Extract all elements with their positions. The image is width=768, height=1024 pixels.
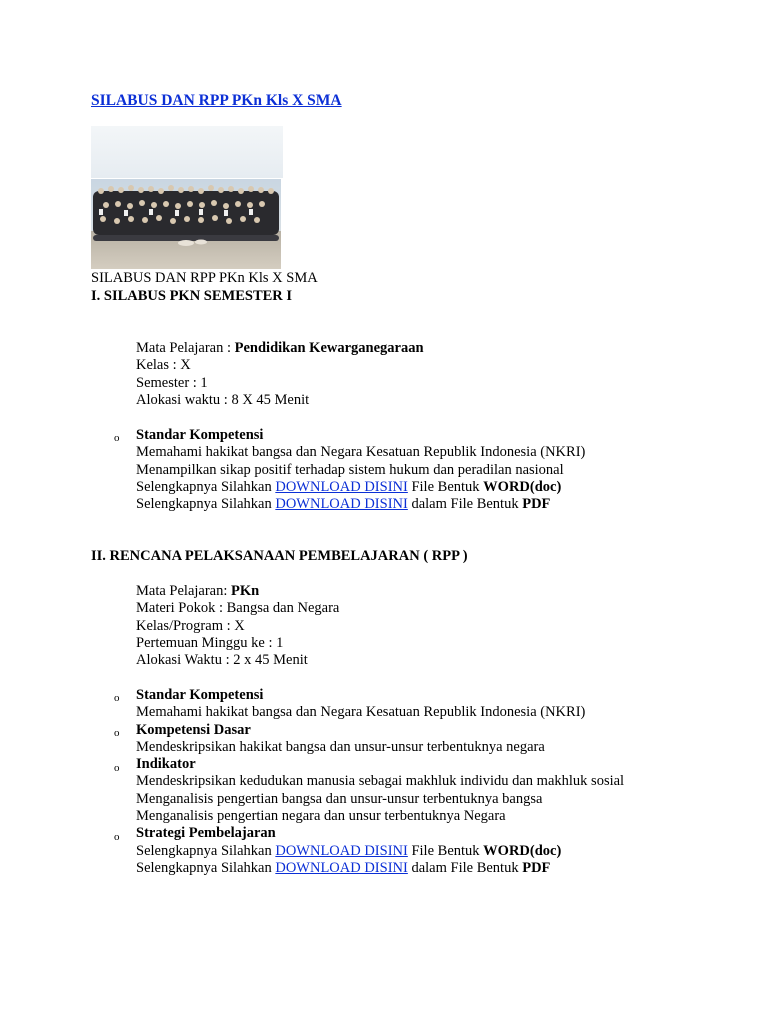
- download-mid: File Bentuk: [407, 842, 484, 859]
- photo-faded-top: [91, 126, 283, 178]
- rpp-kd-line: Mendeskripsikan hakikat bangsa dan unsur-unsur terbentuknya negara: [136, 738, 545, 755]
- download-format-word: WORD(doc): [483, 842, 562, 859]
- rpp-str-title-text: Strategi Pembelajaran: [136, 825, 276, 842]
- bullet-marker: o: [114, 762, 120, 774]
- bullet-marker: o: [114, 727, 120, 739]
- rpp-sk-title: [136, 687, 624, 704]
- download-pdf-link[interactable]: DOWNLOAD DISINI: [275, 496, 408, 513]
- rpp-ind-title-text: Indikator: [136, 756, 196, 773]
- title-link[interactable]: SILABUS DAN RPP PKn Kls X SMA: [91, 92, 342, 109]
- heading-rpp: II. RENCANA PELAKSANAAN PEMBELAJARAN ( RPP ): [91, 548, 468, 564]
- silabus-mapel-line: [136, 340, 424, 357]
- rpp-info: [136, 583, 339, 669]
- bullet-marker: o: [114, 831, 120, 843]
- bullet-marker: o: [114, 432, 120, 444]
- rpp-mapel-line: [136, 583, 339, 600]
- rpp-download-pdf-line: [136, 860, 624, 877]
- rpp-alokasi: Alokasi Waktu : 2 x 45 Menit: [136, 652, 308, 669]
- rpp-str-title: [136, 825, 624, 842]
- rpp-items: [136, 687, 624, 877]
- mapel-value: Pendidikan Kewarganegaraan: [234, 340, 424, 356]
- download-prefix: Selengkapnya Silahkan: [136, 478, 276, 495]
- group-photo: [91, 126, 283, 270]
- rpp-sk-title-text: Standar Kompetensi: [136, 687, 264, 703]
- rpp-ind-title: [136, 756, 624, 773]
- sk-line-2: Menampilkan sikap positif terhadap sistem hukum dan peradilan nasional: [136, 461, 564, 478]
- download-mid: dalam File Bentuk: [407, 496, 523, 513]
- download-mid: dalam File Bentuk: [407, 859, 523, 876]
- download-prefix: Selengkapnya Silahkan: [136, 859, 276, 876]
- rpp-ind-line-3: Menganalisis pengertian negara dan unsur terbentuknya Negara: [136, 808, 506, 825]
- download-prefix: Selengkapnya Silahkan: [136, 842, 276, 859]
- silabus-standar-kompetensi: [136, 427, 585, 513]
- bullet-marker: o: [114, 692, 120, 704]
- download-pdf-line: [136, 496, 585, 513]
- rpp-mapel-label: Mata Pelajaran:: [136, 583, 232, 599]
- sk-title: [136, 427, 585, 444]
- download-word-line: [136, 479, 585, 496]
- rpp-kelas: Kelas/Program : X: [136, 617, 245, 634]
- download-format-word: WORD(doc): [483, 478, 562, 495]
- silabus-alokasi: Alokasi waktu : 8 X 45 Menit: [136, 391, 310, 408]
- rpp-pertemuan: Pertemuan Minggu ke : 1: [136, 634, 284, 651]
- rpp-ind-line-2: Menganalisis pengertian bangsa dan unsur-unsur terbentuknya bangsa: [136, 790, 543, 807]
- silabus-info: [136, 340, 424, 409]
- heading-silabus-semester: I. SILABUS PKN SEMESTER I: [91, 288, 293, 304]
- sk-line-1: Memahami hakikat bangsa dan Negara Kesatuan Republik Indonesia (NKRI): [136, 444, 586, 461]
- rpp-download-word-line: [136, 843, 624, 860]
- rpp-kd-title: [136, 722, 624, 739]
- download-mid: File Bentuk: [407, 478, 484, 495]
- rpp-kd-title-text: Kompetensi Dasar: [136, 721, 251, 738]
- rpp-download-word-link[interactable]: DOWNLOAD DISINI: [275, 842, 408, 859]
- rpp-download-pdf-link[interactable]: DOWNLOAD DISINI: [275, 859, 408, 876]
- rpp-mapel-value: PKn: [231, 583, 260, 599]
- download-format-pdf: PDF: [522, 496, 551, 513]
- download-word-link[interactable]: DOWNLOAD DISINI: [275, 478, 408, 495]
- mapel-label: Mata Pelajaran :: [136, 340, 235, 356]
- silabus-kelas: Kelas : X: [136, 357, 191, 374]
- sk-title-text: Standar Kompetensi: [136, 427, 264, 443]
- silabus-semester: Semester : 1: [136, 374, 208, 391]
- heading-silabus-rpp: SILABUS DAN RPP PKn Kls X SMA: [91, 270, 318, 286]
- group-photo-graphic: [91, 179, 281, 269]
- download-prefix: Selengkapnya Silahkan: [136, 496, 276, 513]
- rpp-sk-line: Memahami hakikat bangsa dan Negara Kesatuan Republik Indonesia (NKRI): [136, 704, 586, 721]
- rpp-ind-line-1: Mendeskripsikan kedudukan manusia sebagai makhluk individu dan makhluk sosial: [136, 773, 625, 790]
- download-format-pdf: PDF: [522, 859, 551, 876]
- rpp-materi: Materi Pokok : Bangsa dan Negara: [136, 600, 340, 617]
- photo-image: [91, 179, 281, 269]
